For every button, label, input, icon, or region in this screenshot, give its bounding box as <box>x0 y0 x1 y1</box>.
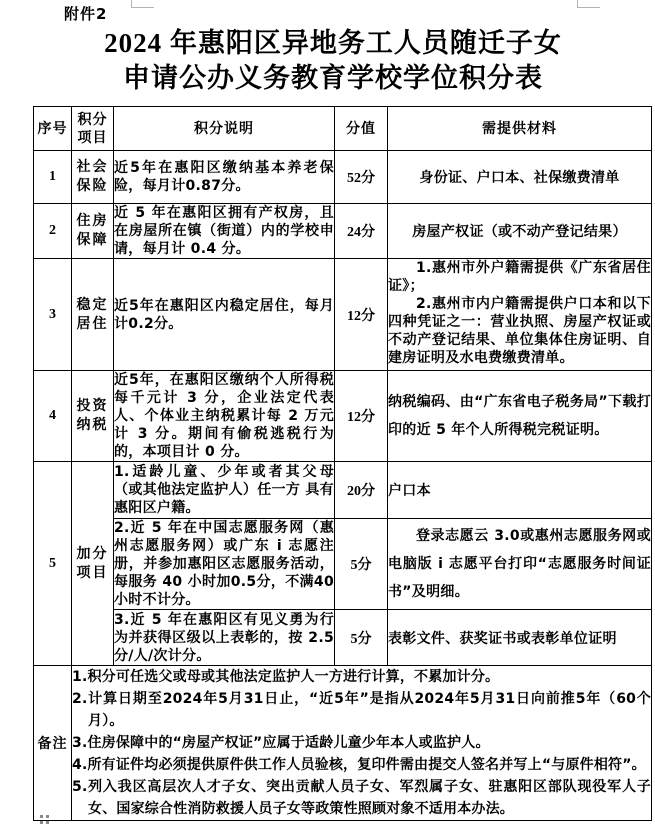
score-cell: 5分 <box>335 519 388 610</box>
remarks-cell <box>72 666 652 821</box>
item-cell: 社会保险 <box>72 151 114 204</box>
attachment-label: 附件2 <box>64 5 108 23</box>
doc-title <box>33 26 633 96</box>
score-cell: 12分 <box>335 371 388 462</box>
materials-cell: 身份证、户口本、社保缴费清单 <box>388 151 652 204</box>
table-row-bonus-3 <box>34 610 652 666</box>
doc-title-line-1: 2024 年惠阳区异地务工人员随迁子女 <box>104 28 562 58</box>
score-cell: 12分 <box>335 259 388 371</box>
table-row-social-insurance <box>34 151 652 204</box>
materials-paragraph: 2.惠州市内户籍需提供户口本和以下四种凭证之一：营业执照、房屋产权证或不动产登记结果、单位集体住房证明、自建房证明及水电费缴费清单。 <box>388 296 651 366</box>
header-cell-item: 积分项目 <box>72 107 114 151</box>
table-row-tax <box>34 371 652 462</box>
table-header-row <box>34 107 652 151</box>
table-row-bonus-1 <box>34 462 652 519</box>
remarks-label-cell: 备注 <box>34 666 72 821</box>
materials-paragraph: 登录志愿云 3.0或惠州志愿服务网或电脑版 i 志愿平台打印“志愿服务时间证书”及明细。 <box>388 528 651 600</box>
remark-note: 4.所有证件均必须提供原件供工作人员验核，复印件需由提交人签名并写上“与原件相符”。 <box>72 757 646 773</box>
header-cell-materials: 需提供材料 <box>388 107 652 151</box>
remark-note: 3.住房保障中的“房屋产权证”应属于适龄儿童少年本人或监护人。 <box>72 735 490 751</box>
score-cell: 52分 <box>335 151 388 204</box>
table-row-residence <box>34 259 652 371</box>
materials-cell <box>388 259 652 371</box>
desc-cell: 1.适龄儿童、少年或者其父母 （或其他法定监护人）任一方 具有惠阳区户籍。 <box>114 462 335 519</box>
materials-cell <box>388 519 652 610</box>
materials-cell: 房屋产权证（或不动产登记结果） <box>388 204 652 259</box>
points-table <box>33 106 652 821</box>
item-cell: 投资纳税 <box>72 371 114 462</box>
seq-cell: 1 <box>34 151 72 204</box>
header-cell-seq: 序号 <box>34 107 72 151</box>
doc-title-line-2: 申请公办义务教育学校学位积分表 <box>123 63 543 93</box>
table-row-housing <box>34 204 652 259</box>
desc-cell: 近 5 年在惠阳区拥有产权房，且在房屋所在镇（街道）内的学校申请，每月计 0.4 分。 <box>114 205 334 257</box>
header-cell-score: 分值 <box>335 107 388 151</box>
desc-cell: 近5年，在惠阳区缴纳个人所得税每千元计 3 分，企业法定代表人、个体业主纳税累计每 2 万元计 3 分。期间有偷税逃税行为的，本项目计 0 分。 <box>114 372 334 460</box>
item-cell: 加分项目 <box>72 462 114 666</box>
item-cell: 住房保障 <box>72 204 114 259</box>
desc-cell: 2.近 5 年在中国志愿服务网（惠州志愿服务网）或广东 i 志愿注册，并参加惠阳区志愿服务活动，每服务 40 小时加0.5分，不满40小时不计分。 <box>114 520 334 608</box>
desc-cell: 近5年在惠阳区内稳定居住，每月计0.2分。 <box>114 259 335 371</box>
seq-cell: 3 <box>34 259 72 371</box>
item-cell: 稳定居住 <box>72 259 114 371</box>
materials-cell: 纳税编码、由“广东省电子税务局”下载打印的近 5 年个人所得税完税证明。 <box>388 371 652 462</box>
score-cell: 20分 <box>335 462 388 519</box>
table-row-bonus-2 <box>34 519 652 610</box>
seq-cell: 5 <box>34 462 72 666</box>
table-row-remarks <box>34 666 652 821</box>
remark-note: 2.计算日期至2024年5月31日止，“近5年”是指从2024年5月31日向前推5年（60个月）。 <box>72 691 651 729</box>
materials-cell: 表彰文件、获奖证书或表彰单位证明 <box>388 610 652 666</box>
header-cell-desc: 积分说明 <box>114 107 335 151</box>
score-cell: 24分 <box>335 204 388 259</box>
materials-cell: 户口本 <box>388 462 652 519</box>
score-cell: 5分 <box>335 610 388 666</box>
materials-paragraph: 1.惠州市外户籍需提供《广东省居住证》； <box>388 260 651 294</box>
desc-cell: 3.近 5 年在惠阳区有见义勇为行为并获得区级以上表彰的，按 2.5分/人/次计分。 <box>114 611 334 664</box>
desc-cell: 近5年在惠阳区缴纳基本养老保险，每月计0.87分。 <box>114 151 335 204</box>
remark-note: 5.列入我区高层次人才子女、突出贡献人员子女、军烈属子女、驻惠阳区部队现役军人子女、国家综合性消防救援人员子女等政策性照顾对象不适用本办法。 <box>72 779 651 817</box>
seq-cell: 4 <box>34 371 72 462</box>
remark-note: 1.积分可任选父或母或其他法定监护人一方进行计算，不累加计分。 <box>72 669 500 685</box>
seq-cell: 2 <box>34 204 72 259</box>
